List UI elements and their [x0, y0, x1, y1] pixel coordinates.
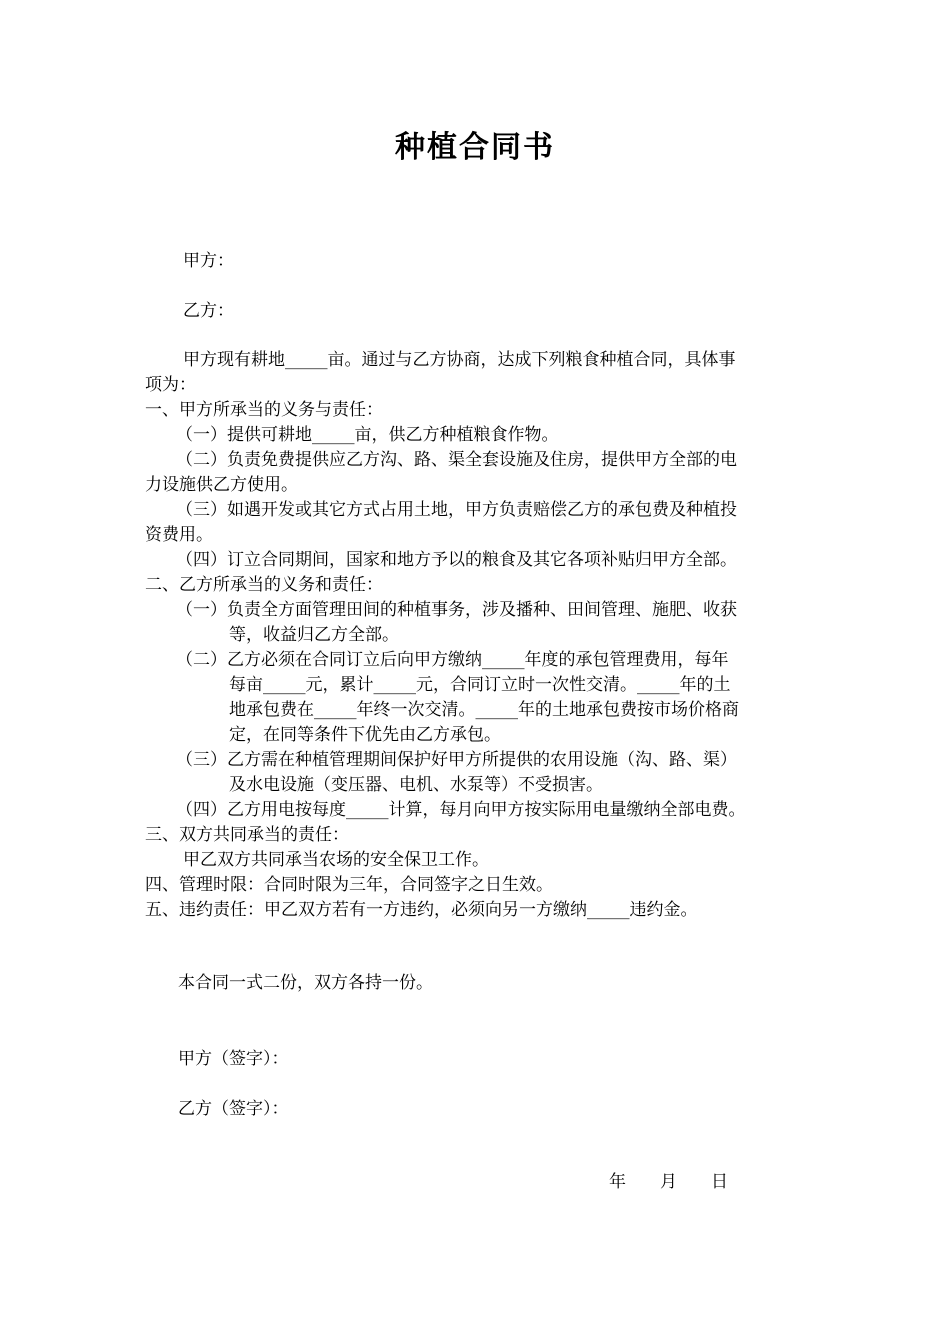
- section-2-item-1-line-1: （一）负责全方面管理田间的种植事务，涉及播种、田间管理、施肥、收获: [176, 600, 737, 620]
- copies-statement: 本合同一式二份，双方各持一份。: [178, 973, 433, 993]
- party-b-line: 乙方：: [183, 301, 234, 321]
- date-line: 年 月 日: [609, 1172, 728, 1192]
- party-a-signature: 甲方（签字）：: [178, 1049, 289, 1069]
- section-2-item-2-line-4: 定，在同等条件下优先由乙方承包。: [229, 725, 501, 745]
- section-1-item-1: （一）提供可耕地_____亩，供乙方种植粮食作物。: [176, 425, 559, 445]
- section-1-item-2-line-1: （二）负责免费提供应乙方沟、路、渠全套设施及住房，提供甲方全部的电: [176, 450, 737, 470]
- party-b-signature: 乙方（签字）：: [178, 1099, 289, 1119]
- section-3-body: 甲乙双方共同承当农场的安全保卫工作。: [183, 850, 489, 870]
- section-5-line: 五、违约责任：甲乙双方若有一方违约，必须向另一方缴纳_____违约金。: [145, 900, 698, 920]
- intro-line-2: 项为：: [145, 375, 196, 395]
- section-1-heading: 一、甲方所承当的义务与责任：: [145, 400, 383, 420]
- section-2-heading: 二、乙方所承当的义务和责任：: [145, 575, 383, 595]
- section-1-item-3-line-2: 资费用。: [145, 525, 213, 545]
- section-1-item-2-line-2: 力设施供乙方使用。: [145, 475, 298, 495]
- intro-line-1: 甲方现有耕地_____亩。通过与乙方协商，达成下列粮食种植合同，具体事: [183, 350, 736, 370]
- section-1-item-4: （四）订立合同期间，国家和地方予以的粮食及其它各项补贴归甲方全部。: [176, 550, 737, 570]
- section-2-item-2-line-3: 地承包费在_____年终一次交清。_____年的土地承包费按市场价格商: [229, 700, 739, 720]
- section-1-item-3-line-1: （三）如遇开发或其它方式占用土地，甲方负责赔偿乙方的承包费及种植投: [176, 500, 737, 520]
- section-2-item-2-line-1: （二）乙方必须在合同订立后向甲方缴纳_____年度的承包管理费用，每年: [176, 650, 729, 670]
- section-3-heading: 三、双方共同承当的责任：: [145, 825, 349, 845]
- section-2-item-4: （四）乙方用电按每度_____计算，每月向甲方按实际用电量缴纳全部电费。: [176, 800, 746, 820]
- document-title: 种植合同书: [395, 130, 555, 165]
- party-a-line: 甲方：: [183, 251, 234, 271]
- section-2-item-3-line-1: （三）乙方需在种植管理期间保护好甲方所提供的农用设施（沟、路、渠）: [176, 750, 737, 770]
- section-2-item-2-line-2: 每亩_____元，累计_____元，合同订立时一次性交清。_____年的土: [229, 675, 731, 695]
- section-4-line: 四、管理时限：合同时限为三年，合同签字之日生效。: [145, 875, 553, 895]
- section-2-item-3-line-2: 及水电设施（变压器、电机、水泵等）不受损害。: [229, 775, 603, 795]
- section-2-item-1-line-2: 等，收益归乙方全部。: [229, 625, 399, 645]
